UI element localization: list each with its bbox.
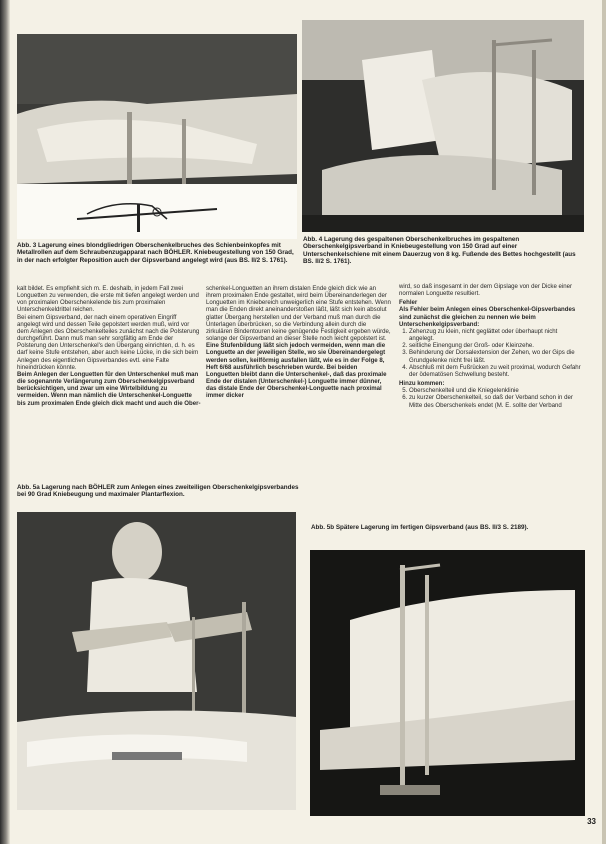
figure-4-label: Abb. 4: [303, 236, 323, 243]
figure-5a-caption: [17, 484, 305, 499]
col2-para-1: schenkel-Longuetten an ihrem distalen Ende gleich dick wie an ihrem proximalen Ende gestaltet, wird beim Übereinanderlegen der Longuetten im Kniebereich unweigerlich eine Stufe entstehen. Wenn man die Enden direkt aneinanderstoßen läßt, läßt sich kein absolut glatter Übergang herstellen und der Verband muß man durch die Unterlagen überbrücken, so die Verbindung allein durch die zirkulären Bindentouren keine genügende Festigkeit ergeben würde, solange der Gipsverband an dieser Stelle noch leicht gepolstert ist.: [206, 285, 391, 343]
figure-5b-caption: [311, 524, 585, 531]
additional-error-list: [399, 387, 583, 408]
error-list-item: 5. Oberschenkelteil und die Kniegelenklinie: [409, 387, 583, 394]
figure-4-caption: [303, 236, 583, 266]
col2-para-2: Eine Stufenbildung läßt sich jedoch vermeiden, wenn man die Longuette an der jeweiligen Stelle, wo sie Übereinandergelegt werden sollen, keilförmig ausfallen läßt, wie es in der Folge 8, Heft 6/68 ausführlich beschrieben wurde. Bei beiden Longuetten bleibt dann die Unterschenkel-, daß das proximale Ende der distalen (Unterschenkel-) Longuette immer dünner, das distale Ende der Oberschenkel-Longuette nach proximal immer dicker: [206, 342, 387, 400]
section-heading-fehler: Fehler: [399, 299, 418, 307]
body-column-3: [399, 283, 583, 521]
figure-5b-photo: [310, 550, 585, 816]
body-column-1: [17, 285, 201, 481]
page-right-edge: [602, 0, 606, 844]
figure-5b-label: Abb. 5b: [311, 524, 335, 531]
body-column-2: [206, 285, 392, 481]
figure-5a-label: Abb. 5a: [17, 484, 40, 491]
col3-para-1: wird, so daß insgesamt in der dem Gipslage von der Dicke einer normalen Longuette resultiert.: [399, 283, 573, 298]
figure-4-text: Lagerung des gespaltenen Oberschenkelbruches im gespaltenen Oberschenkelgipsverband in Kniebeugestellung von 150 Grad auf einer Unterschenkelschiene mit einem Dauerzug von 8 kg. Fußende des Bettes hochgestellt (aus BS. II/2 S. 1761).: [303, 236, 576, 266]
error-list-item: 3. Behinderung der Dorsalextension der Zehen, wo der Gips die Grundgelenke nicht frei läßt.: [409, 349, 583, 363]
col1-para-3: Beim Anlegen der Longuetten für den Unterschenkel muß man die sogenannte Verlängerung zum Oberschenkelgipsverband berücksichtigen, und zwar um eine Wirtelbildung zu vermeiden. Wenn man nämlich die Unterschenkel-Longuette bis zum proximalen Ende gleich dick macht und auch die Ober-: [17, 370, 201, 407]
figure-5a-photo: [17, 512, 296, 810]
figure-4-photo: [302, 20, 584, 232]
error-list-item: 6. zu kurzer Oberschenkelteil, so daß der Verband schon in der Mitte des Oberschenkels endet (M. E. sollte der Verband: [409, 394, 583, 408]
error-list: [399, 328, 583, 378]
error-list-item: 1. Zehenzug zu klein, nicht geglättet oder überhaupt nicht angelegt.: [409, 328, 583, 342]
figure-3-text: Lagerung eines blondgliedrigen Oberschenkelbruches des Schienbeinkopfes mit Metallrollen auf dem Schraubenzugapparat nach BÖHLER. Kniebeugestellung von 150 Grad, in der nach erfolgter Reposition auch der Gipsverband angelegt wird (aus BS. II/2 S. 1761).: [17, 242, 294, 264]
col1-para-2: Bei einem Gipsverband, der nach einem operativen Eingriff angelegt wird und dessen Teile gepolstert werden muß, wird vor dem Anlegen des Oberschenkelteiles zunächst nach die Polsterung durchgeführt. Dann muß man sehr sorgfältig am Ende der Polsterung den Unterschenkel's den Übergang einrichten, d. h. es darf keine Stufe entstehen, aber auch keine Lücke, in die sich beim Anlegen des eigentlichen Gipsverbandes evtl. eine Falte hineindrücken könnte.: [17, 313, 200, 371]
figure-5b-text: Spätere Lagerung im fertigen Gipsverband (aus BS. II/3 S. 2189).: [335, 524, 529, 531]
error-list-item: 4. Abschluß mit dem Fußrücken zu weit proximal, wodurch Gefahr der ödematösen Schwellung besteht.: [409, 364, 583, 378]
figure-5a-text: Lagerung nach BÖHLER zum Anlegen eines zweiteiligen Oberschenkelgipsverbandes bei 90 Grad Kniebeugung und maximaler Plantarflexion.: [17, 484, 299, 499]
page-binding-edge: [0, 0, 10, 844]
col1-para-1: kalt bildet. Es empfiehlt sich m. E. deshalb, in jedem Fall zwei Longuetten zu verwenden, die erste mit tiefen angelegt werden und von proximalen Oberschenkelende bis zum proximalen Unterschenkeldrittel reichen.: [17, 285, 199, 314]
subheading-hinzu-kommen: Hinzu kommen:: [399, 380, 445, 388]
error-list-item: 2. seitliche Einengung der Groß- oder Kleinzehe.: [409, 342, 583, 349]
figure-3-photo: [17, 34, 297, 239]
figure-3-caption: [17, 242, 299, 264]
col3-para-2: Als Fehler beim Anlegen eines Oberschenkel-Gipsverbandes sind zunächst die gleichen zu nennen wie beim Unterschenkelgipsverband:: [399, 306, 576, 328]
page-number: 33: [587, 817, 596, 826]
figure-3-label: Abb. 3: [17, 242, 37, 249]
